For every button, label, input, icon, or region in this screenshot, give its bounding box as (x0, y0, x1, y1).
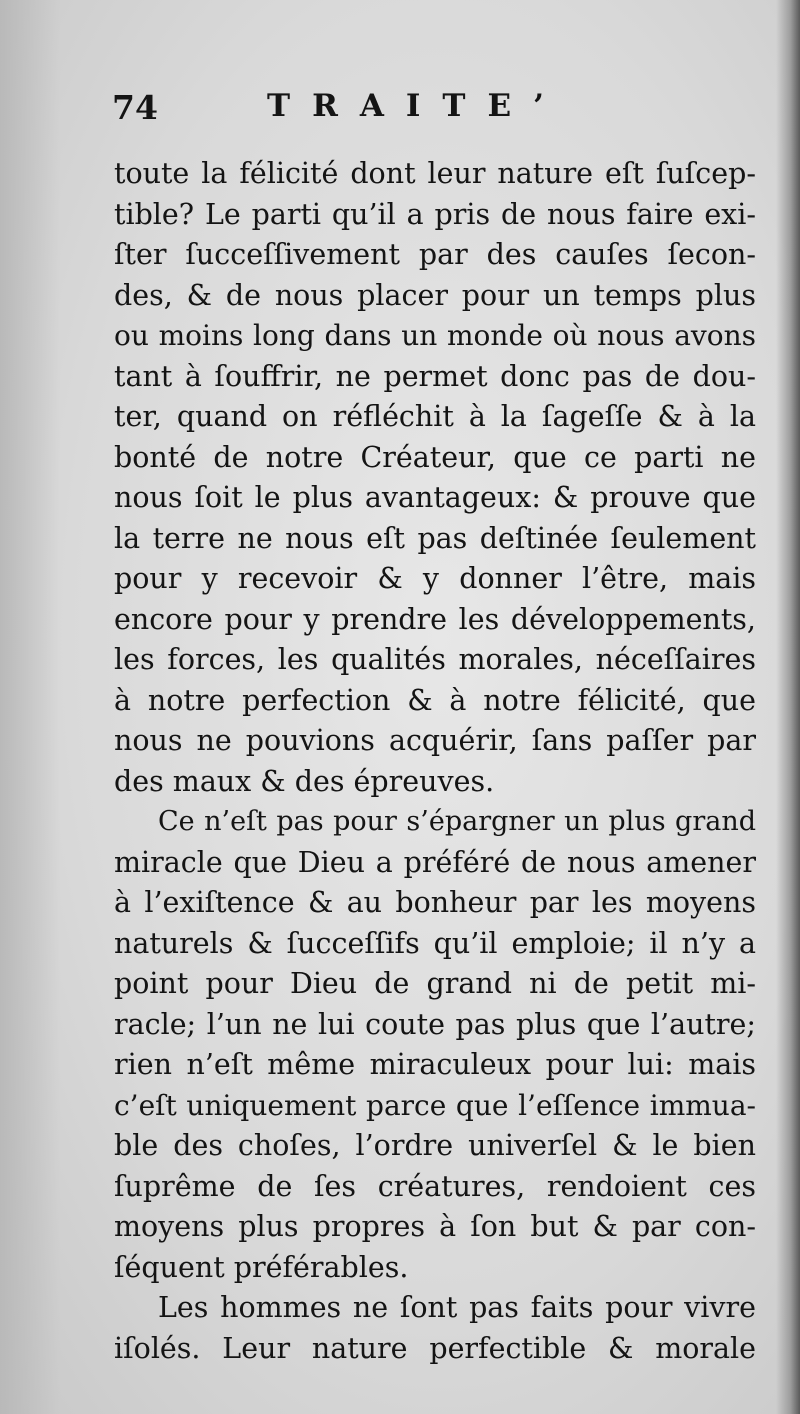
text-line: à l’exiſtence & au bonheur par les moyens (114, 886, 756, 919)
text-line: des, & de nous placer pour un temps plus (114, 278, 756, 312)
text-line: moyens plus propres à ſon but & par con- (114, 1210, 756, 1243)
page-number: 74 (112, 88, 158, 127)
page-shadow-left (0, 0, 60, 1414)
text-line: nous ne pouvions acquérir, ſans paſſer par (114, 724, 756, 757)
text-line: miracle que Dieu a préféré de nous amener (114, 845, 756, 879)
text-line: à notre perfection & à notre félicité, que (114, 683, 756, 717)
text-line: ou moins long dans un monde où nous avons (114, 319, 756, 352)
text-line: pour y recevoir & y donner l’être, mais (114, 562, 756, 595)
text-line: ble des choſes, l’ordre univerſel & le bien (114, 1129, 756, 1162)
text-line: racle; l’un ne lui coute pas plus que l’autre; (114, 1007, 756, 1041)
text-line: ſuprême de ſes créatures, rendoient ces (114, 1169, 756, 1203)
text-line: ter, quand on réfléchit à la ſageſſe & à la (114, 400, 756, 433)
text-line: rien n’eſt même miraculeux pour lui: mais (114, 1048, 756, 1081)
body-text (114, 154, 756, 1369)
running-head: TRAITE’ (267, 88, 566, 124)
text-line: naturels & ſucceſſifs qu’il emploie; il n’y a (114, 926, 756, 960)
paragraph-end-line: ſéquent préférables. (114, 1250, 409, 1284)
text-line: point pour Dieu de grand ni de petit mi- (114, 967, 756, 1000)
page-header (112, 88, 572, 138)
paragraph-end-line: des maux & des épreuves. (114, 764, 495, 798)
text-line: encore pour y prendre les développements, (114, 602, 756, 636)
text-line: tible? Le parti qu’il a pris de nous faire exi- (114, 197, 756, 231)
text-line: iſolés. Leur nature perfectible & morale (114, 1331, 756, 1365)
text-line: les forces, les qualités morales, néceſſaires (114, 643, 756, 676)
text-line: la terre ne nous eſt pas deſtinée ſeulement (114, 521, 756, 555)
page-shadow-right (776, 0, 800, 1414)
text-line: ſter ſucceſſivement par des cauſes ſecon- (114, 238, 756, 271)
text-line: c’eſt uniquement parce que l’eſſence immua- (114, 1088, 756, 1122)
text-line: tant à ſouffrir, ne permet donc pas de dou- (114, 359, 756, 393)
text-line: bonté de notre Créateur, que ce parti ne (114, 440, 756, 474)
text-line: nous ſoit le plus avantageux: & prouve que (114, 481, 756, 514)
paragraph-start-line: Ce n’eſt pas pour s’épargner un plus grand (158, 806, 756, 837)
paragraph-start-line: Les hommes ne ſont pas faits pour vivre (158, 1291, 756, 1324)
text-line: toute la félicité dont leur nature eſt ſuſcep- (114, 157, 756, 190)
